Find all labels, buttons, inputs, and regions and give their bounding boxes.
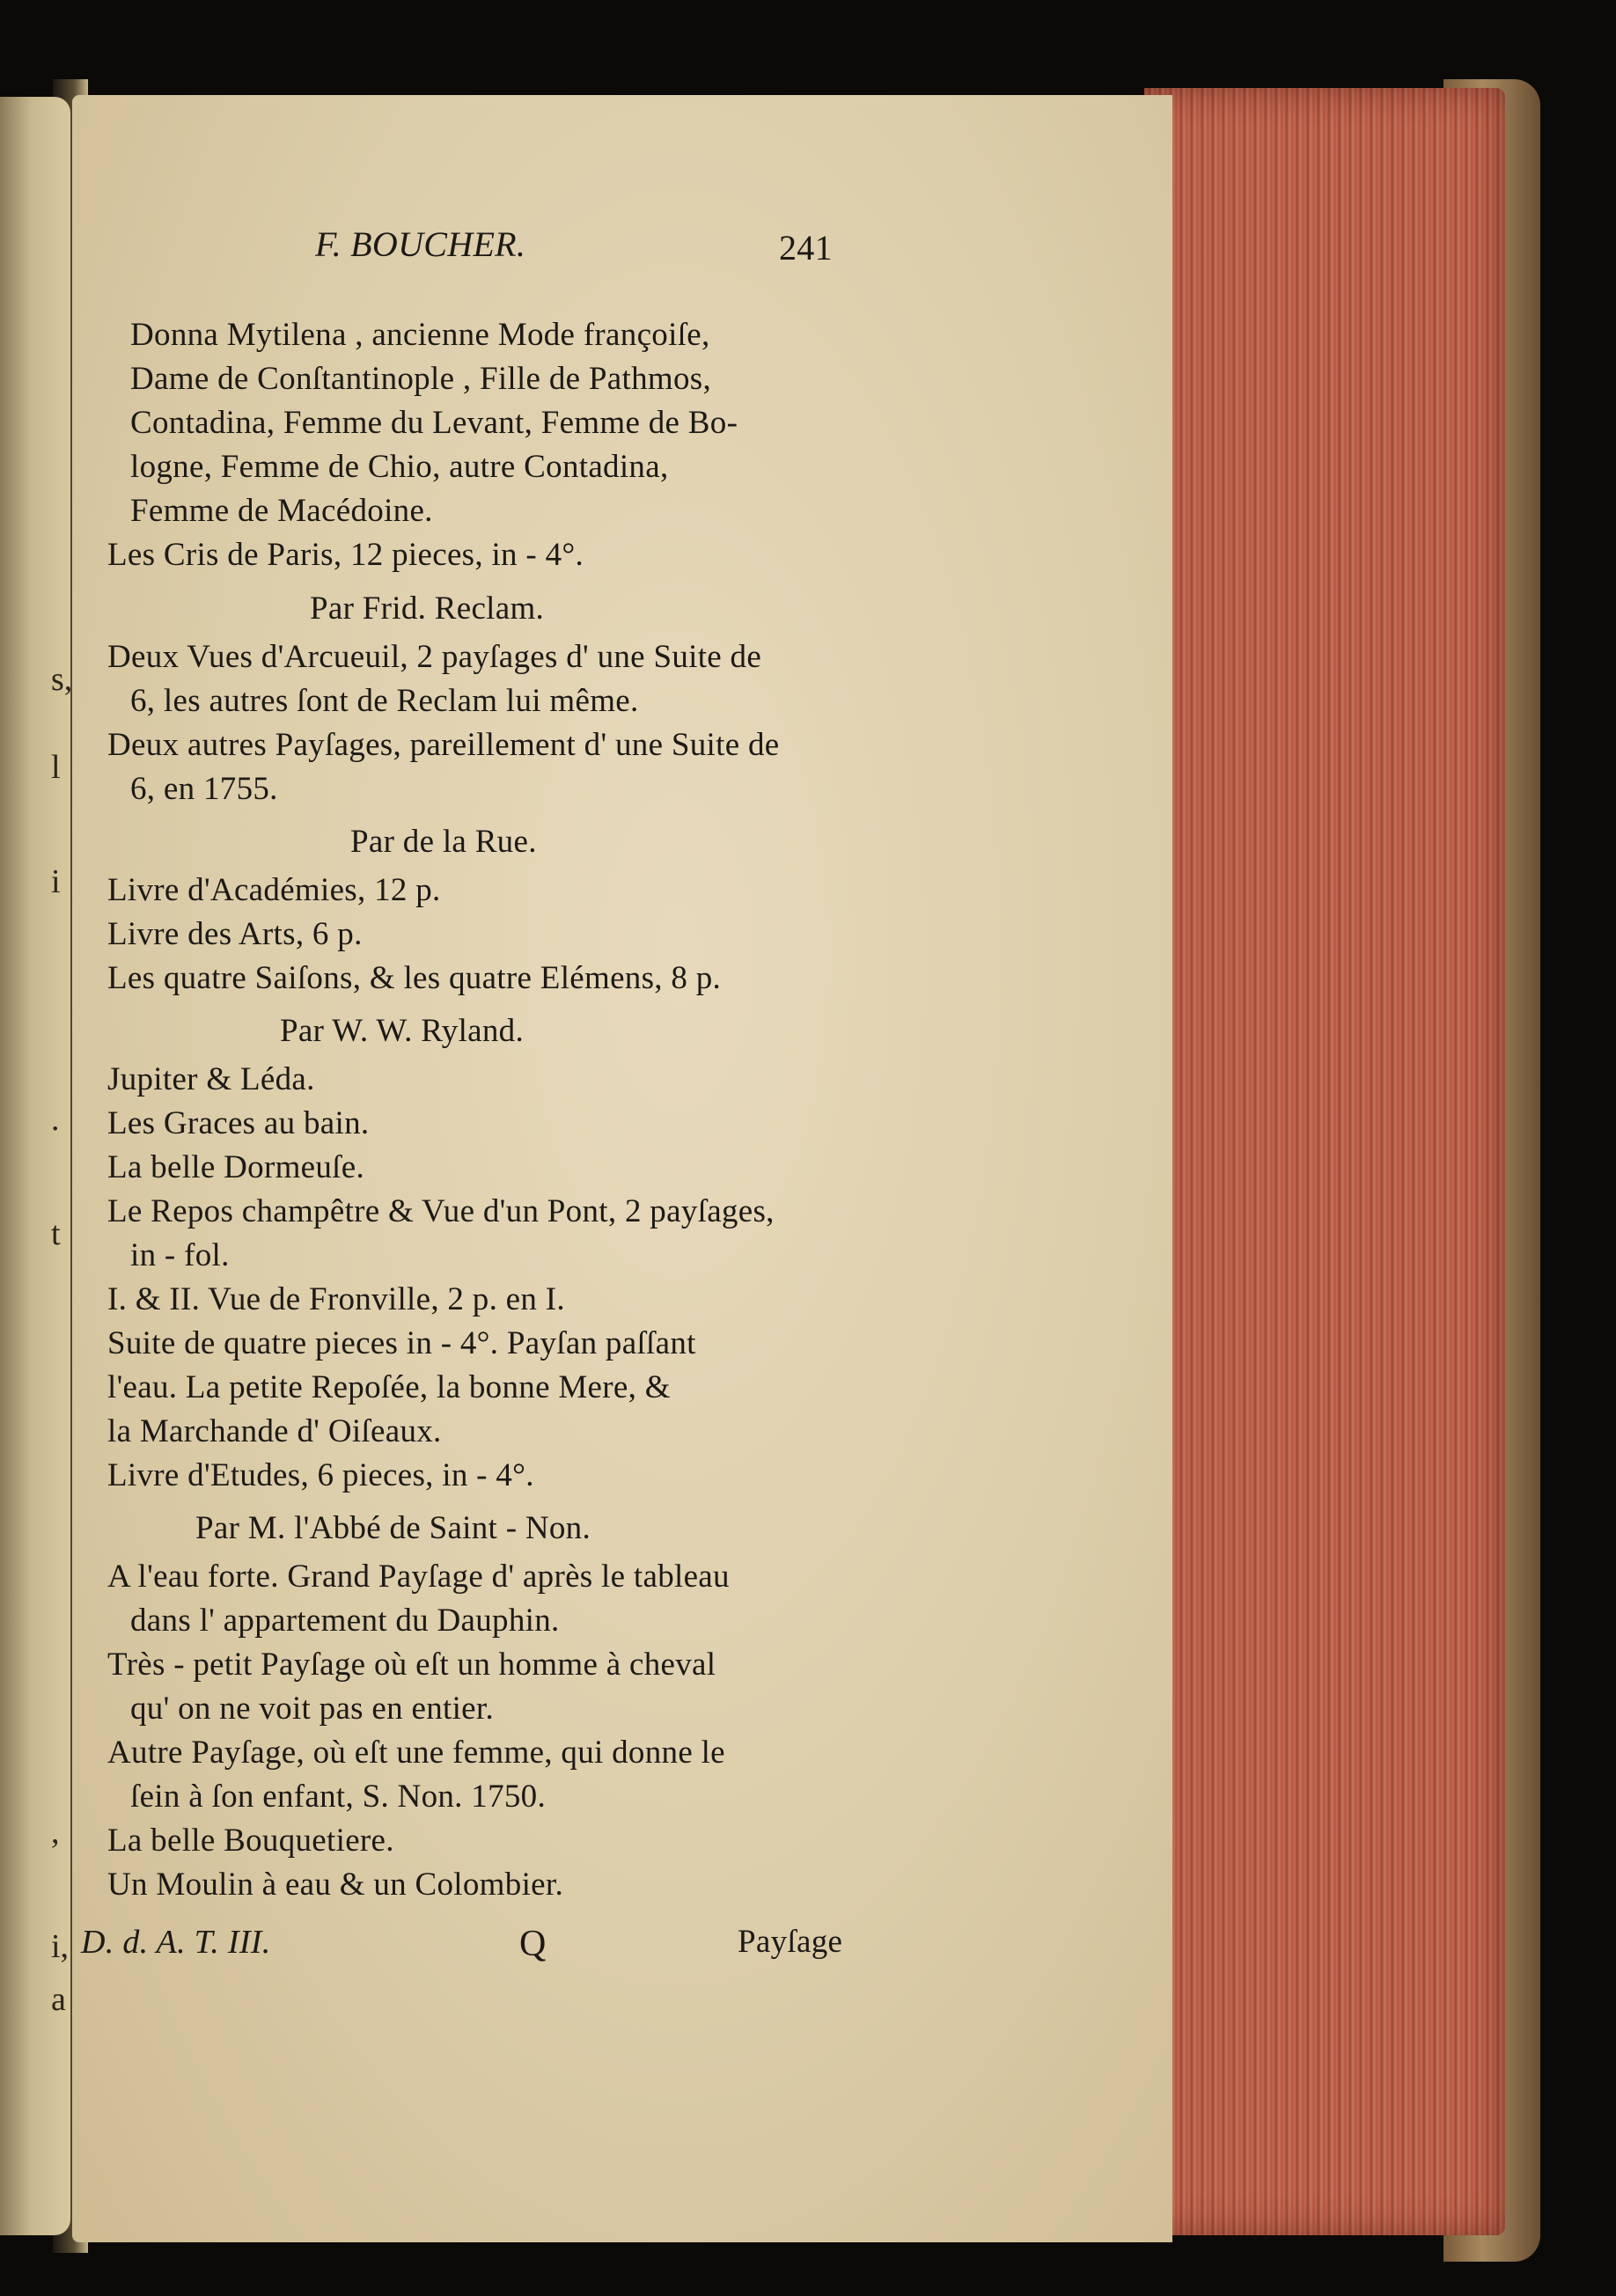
previous-page-edge	[0, 97, 73, 2235]
text-line: Deux Vues d'Arcueuil, 2 payſages d' une Suite de	[107, 639, 762, 675]
text-line: Autre Payſage, où eſt une femme, qui donne le	[107, 1735, 725, 1771]
section-heading: Par M. l'Abbé de Saint - Non.	[195, 1510, 591, 1546]
running-head-title: F. BOUCHER.	[315, 224, 526, 264]
section-heading: Par W. W. Ryland.	[280, 1013, 525, 1049]
prev-page-fragment: a	[51, 1981, 66, 2018]
text-line: Jupiter & Léda.	[107, 1061, 315, 1097]
text-line: Livre d'Académies, 12 p.	[107, 872, 441, 908]
text-line: I. & II. Vue de Fronville, 2 p. en I.	[107, 1281, 565, 1317]
text-line: Les Cris de Paris, 12 pieces, in - 4°.	[107, 537, 584, 573]
catchword: Payſage	[738, 1924, 843, 1960]
text-line: dans l' appartement du Dauphin.	[130, 1603, 560, 1639]
text-line: 6, en 1755.	[130, 771, 278, 807]
text-line: la Marchande d' Oiſeaux.	[107, 1413, 442, 1449]
text-line: Un Moulin à eau & un Colombier.	[107, 1867, 563, 1903]
prev-page-fragment: l	[51, 749, 61, 786]
section-heading: Par Frid. Reclam.	[310, 591, 545, 627]
text-line: Le Repos champêtre & Vue d'un Pont, 2 payſages,	[107, 1193, 775, 1229]
signature-mark: D. d. A. T. III.	[81, 1924, 271, 1961]
page-fore-edge	[1144, 88, 1505, 2235]
text-line: logne, Femme de Chio, autre Contadina,	[130, 449, 669, 485]
text-line: La belle Dormeuſe.	[107, 1149, 365, 1185]
signature-letter: Q	[519, 1924, 547, 1964]
prev-page-fragment: s,	[51, 661, 73, 698]
text-line: ſein à ſon enfant, S. Non. 1750.	[130, 1779, 547, 1815]
text-line: Très - petit Payſage où eſt un homme à cheval	[107, 1647, 716, 1683]
prev-page-fragment: ,	[51, 1814, 60, 1851]
text-line: Donna Mytilena , ancienne Mode françoiſe,	[130, 317, 710, 353]
text-line: A l'eau forte. Grand Payſage d' après le tableau	[107, 1559, 730, 1595]
prev-page-fragment: i,	[51, 1928, 70, 1965]
section-heading: Par de la Rue.	[350, 824, 537, 860]
text-line: 6, les autres ſont de Reclam lui même.	[130, 683, 639, 719]
text-line: qu' on ne voit pas en entier.	[130, 1691, 495, 1727]
text-line: Contadina, Femme du Levant, Femme de Bo-	[130, 405, 738, 441]
text-line: Femme de Macédoine.	[130, 493, 433, 529]
prev-page-fragment: .	[51, 1101, 60, 1138]
text-line: Dame de Conſtantinople , Fille de Pathmos,	[130, 361, 712, 397]
prev-page-fragment: i	[51, 863, 61, 900]
text-line: in - fol.	[130, 1237, 230, 1273]
text-line: l'eau. La petite Repoſée, la bonne Mere, &	[107, 1369, 671, 1405]
text-line: Suite de quatre pieces in - 4°. Payſan paſſant	[107, 1325, 696, 1361]
text-line: Les quatre Saiſons, & les quatre Elémens, 8 p.	[107, 960, 722, 996]
text-line: Livre des Arts, 6 p.	[107, 916, 363, 952]
text-line: Livre d'Etudes, 6 pieces, in - 4°.	[107, 1457, 534, 1493]
prev-page-fragment: t	[51, 1215, 61, 1252]
page-number: 241	[779, 228, 833, 268]
text-line: Deux autres Payſages, pareillement d' une Suite de	[107, 727, 780, 763]
text-line: Les Graces au bain.	[107, 1105, 370, 1141]
text-line: La belle Bouquetiere.	[107, 1823, 394, 1859]
